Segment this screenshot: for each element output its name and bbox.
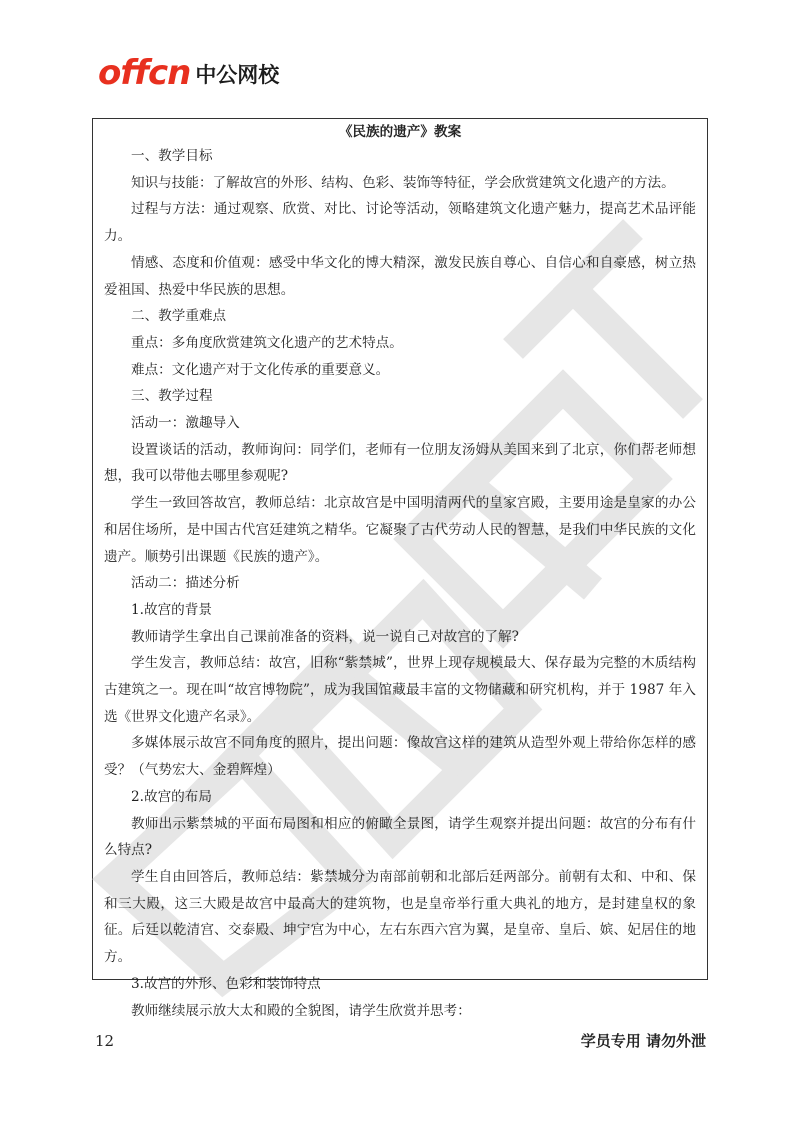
page-number: 12 xyxy=(95,1032,115,1050)
paragraph-activity-1-question: 设置谈话的活动，教师询问：同学们，老师有一位朋友汤姆从美国来到了北京，你们帮老师想想，我可以带他去哪里参观呢? xyxy=(104,441,696,485)
paragraph-layout-question: 教师出示紫禁城的平面布局图和相应的俯瞰全景图，请学生观察并提出问题：故宫的分布有什么特点? xyxy=(104,815,696,859)
paragraph-emotion: 情感、态度和价值观：感受中华文化的博大精深，激发民族自尊心、自信心和自豪感，树立热爱祖国、热爱中华民族的思想。 xyxy=(104,254,696,298)
paragraph-knowledge: 知识与技能：了解故宫的外形、结构、色彩、装饰等特征，学会欣赏建筑文化遗产的方法。 xyxy=(131,174,675,191)
paragraph-activity-1-summary: 学生一致回答故宫，教师总结：北京故宫是中国明清两代的皇家宫殿，主要用途是皇家的办公和居住场所，是中国古代宫廷建筑之精华。它凝聚了古代劳动人民的智慧，是我们中华民族的文化遗产。顺势引出课题《民族的遗产》。 xyxy=(104,495,696,565)
heading-key-points: 二、教学重难点 xyxy=(131,308,227,325)
document-title: 《民族的遗产》教案 xyxy=(338,124,462,140)
paragraph-layout-summary: 学生自由回答后，教师总结：紫禁城分为南部前朝和北部后廷两部分。前朝有太和、中和、保和三大殿，这三大殿是故宫中最高大的建筑物，也是皇帝举行重大典礼的地方，是封建皇权的象征。后廷以乾清宫、交泰殿、坤宁宫为中心，左右东西六宫为翼，是皇帝、皇后、嫔、妃居住的地方。 xyxy=(104,868,696,966)
paragraph-multimedia: 多媒体展示故宫不同角度的照片，提出问题：像故宫这样的建筑从造型外观上带给你怎样的感受？（气势宏大、金碧辉煌） xyxy=(104,735,696,779)
subheading-appearance: 3.故宫的外形、色彩和装饰特点 xyxy=(131,975,321,992)
subheading-background: 1.故宫的背景 xyxy=(131,601,212,618)
heading-objectives: 一、教学目标 xyxy=(131,148,213,164)
document-content xyxy=(93,119,707,1024)
heading-activity-2: 活动二：描述分析 xyxy=(131,575,240,592)
subheading-layout: 2.故宫的布局 xyxy=(131,788,212,805)
heading-activity-1: 活动一：激趣导入 xyxy=(131,415,240,432)
document-frame xyxy=(92,118,708,1019)
offcn-logo xyxy=(98,53,280,93)
paragraph-appearance-intro: 教师继续展示放大太和殿的全貌图，请学生欣赏并思考： xyxy=(131,1002,471,1019)
paragraph-background-summary: 学生发言，教师总结：故宫，旧称“紫禁城”，世界上现存规模最大、保存最为完整的木质结构古建筑之一。现在叫“故宫博物院”，成为我国馆藏最丰富的文物储藏和研究机构，并于 1987 年入选《世界文化遗产名录》。 xyxy=(104,655,696,725)
paragraph-background-question: 教师请学生拿出自己课前准备的资料，说一说自己对故宫的了解? xyxy=(131,628,519,645)
heading-process: 三、教学过程 xyxy=(131,388,213,405)
confidential-note: 学员专用 请勿外泄 xyxy=(580,1032,706,1050)
logo-text-cn: 中公网校 xyxy=(195,63,280,87)
paragraph-process: 过程与方法：通过观察、欣赏、对比、讨论等活动，领略建筑文化遗产魅力，提高艺术品评能力。 xyxy=(104,201,696,245)
paragraph-difficulty: 难点：文化遗产对于文化传承的重要意义。 xyxy=(131,361,390,378)
paragraph-key: 重点：多角度欣赏建筑文化遗产的艺术特点。 xyxy=(131,334,403,351)
logo-text-en: offcn xyxy=(98,53,191,93)
